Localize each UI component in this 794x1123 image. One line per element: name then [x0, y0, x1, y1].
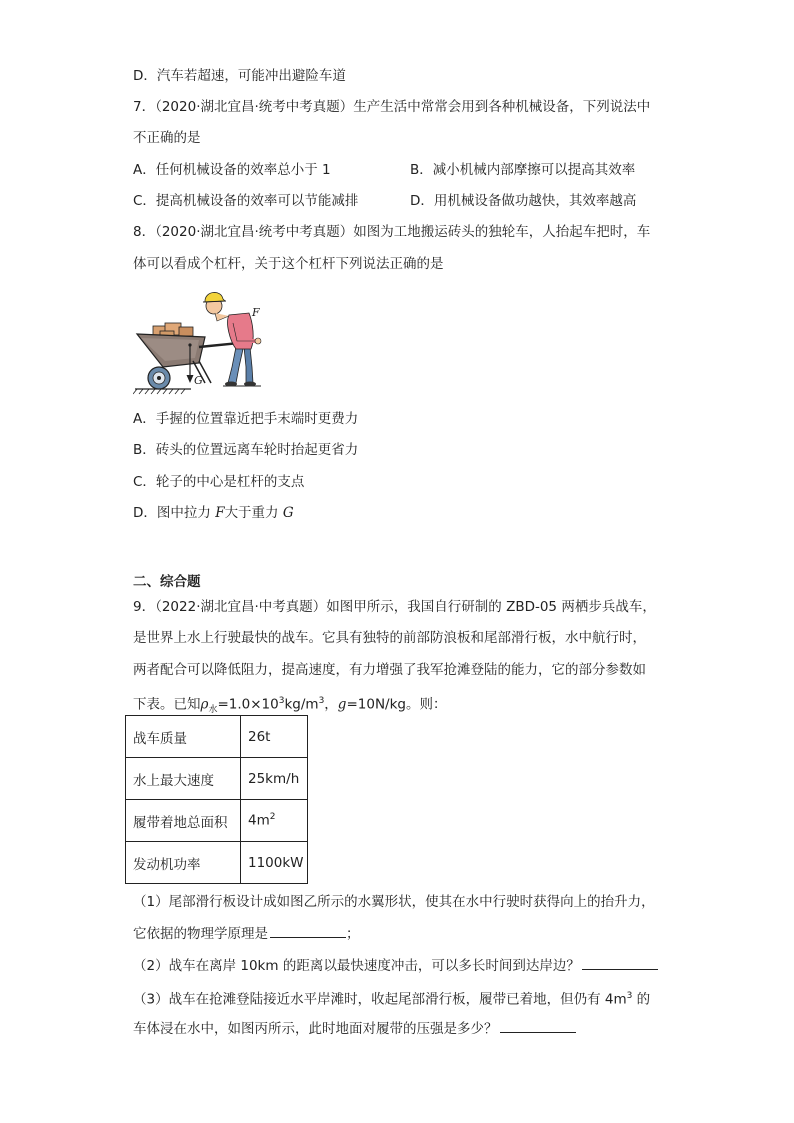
table-row	[126, 800, 308, 842]
table-row	[126, 716, 308, 758]
param-name: 发动机功率	[126, 842, 241, 884]
q7-stem-line-2: 不正确的是	[133, 130, 201, 146]
param-value: 26t	[241, 716, 308, 758]
param-name: 战车质量	[126, 716, 241, 758]
q9-stem-line-1: 9．（2022·湖北宜昌·中考真题）如图甲所示，我国自行研制的 ZBD-05 两栖步兵战车，	[133, 599, 656, 615]
q6-option-d: D．汽车若超速，可能冲出避险车道	[133, 68, 346, 84]
answer-blank[interactable]	[582, 955, 658, 970]
q8-stem-line-1: 8．（2020·湖北宜昌·统考中考真题）如图为工地搬运砖头的独轮车，人抬起车把时，车	[133, 224, 651, 240]
q9-stem-line-2: 是世界上水上行驶最快的战车。它具有独特的前部防浪板和尾部滑行板，水中航行时，	[133, 630, 646, 646]
q9-sub2: （2）战车在离岸 10km 的距离以最快速度冲击，可以多长时间到达岸边？	[133, 955, 658, 976]
q9-sub3-line-1: （3）战车在抢滩登陆接近水平岸滩时，收起尾部滑行板，履带已着地，但仍有 $4m^3$ 的	[133, 991, 651, 1008]
q7-option-b: B．减小机械内部摩擦可以提高其效率	[410, 162, 636, 178]
param-value: 1100kW	[241, 842, 308, 884]
q7-option-d: D．用机械设备做功越快，其效率越高	[410, 193, 637, 209]
q8-option-d: D．图中拉力 F大于重力 G	[133, 505, 294, 521]
q7-option-c: C．提高机械设备的效率可以节能减排	[133, 193, 359, 209]
force-label-f: F	[252, 306, 260, 319]
param-name: 水上最大速度	[126, 758, 241, 800]
param-name: 履带着地总面积	[126, 800, 241, 842]
param-value: 25km/h	[241, 758, 308, 800]
parameters-table	[125, 715, 308, 884]
section-title: 二、综合题	[133, 574, 201, 590]
q9-stem-line-4: 下表。已知$\rho_水=1.0\times 10^3kg/m^3$，g=10N/kg。则：	[133, 696, 447, 716]
wheelbarrow-figure	[133, 283, 273, 395]
param-value: $4m^2$	[241, 800, 308, 842]
q8-option-c: C．轮子的中心是杠杆的支点	[133, 474, 305, 490]
q7-stem-line-1: 7．（2020·湖北宜昌·统考中考真题）生产生活中常常会用到各种机械设备，下列说法中	[133, 99, 651, 115]
weight-label-g: G	[194, 374, 203, 387]
q9-sub1-line-2: 它依据的物理学原理是 ；	[133, 923, 360, 944]
q9-sub3-line-2: 车体浸在水中，如图丙所示，此时地面对履带的压强是多少？	[133, 1018, 576, 1039]
q8-option-a: A．手握的位置靠近把手末端时更费力	[133, 411, 359, 427]
table-row	[126, 842, 308, 884]
q9-stem-line-3: 两者配合可以降低阻力，提高速度，有力增强了我军抢滩登陆的能力，它的部分参数如	[133, 662, 646, 678]
q8-option-b: B．砖头的位置远离车轮时抬起更省力	[133, 442, 359, 458]
q8-stem-line-2: 体可以看成个杠杆，关于这个杠杆下列说法正确的是	[133, 256, 444, 272]
q7-option-a: A．任何机械设备的效率总小于 1	[133, 162, 331, 178]
answer-blank[interactable]	[500, 1018, 576, 1033]
table-row	[126, 758, 308, 800]
answer-blank[interactable]	[270, 923, 346, 938]
q9-sub1-line-1: （1）尾部滑行板设计成如图乙所示的水翼形状，使其在水中行驶时获得向上的抬升力，	[133, 894, 655, 910]
